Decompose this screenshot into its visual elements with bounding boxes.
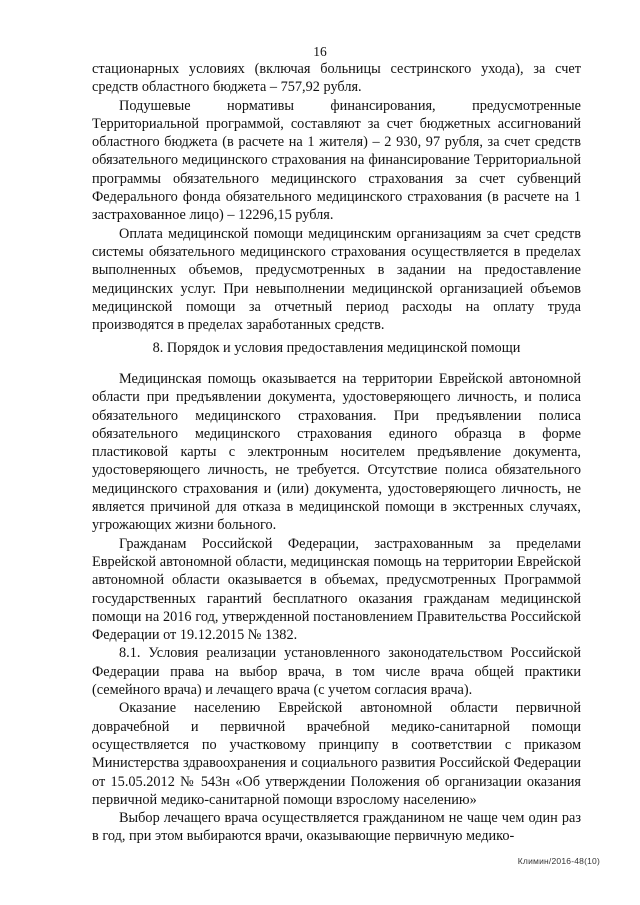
- paragraph: Подушевые нормативы финансирования, предусмотренные Территориальной программой, составляют за счет бюджетных ассигнований областного бюджета (в расчете на 1 жителя) – 2 930, 97 рубля, за счет средств обязательного медицинского страхования на финансирование Территориальной программы обязательного медицинского страхования за счет субвенций Федерального фонда обязательного медицинского страхования (в расчете на 1 застрахованное лицо) – 12296,15 рубля.: [92, 97, 581, 224]
- paragraph: 8.1. Условия реализации установленного законодательством Российской Федерации права на выбор врача, в том числе врача общей практики (семейного врача) и лечащего врача (с учетом согласия врача).: [92, 645, 581, 699]
- page-number: 16: [313, 44, 327, 59]
- body-text-bottom: [92, 370, 581, 846]
- body-text-top: [92, 60, 581, 334]
- paragraph: Оплата медицинской помощи медицинским организациям за счет средств системы обязательного медицинского страхования осуществляется в пределах выполненных объемов, предусмотренных в задании на предоставление медицинских услуг. При невыполнении медицинской организацией объемов медицинской помощи за отчетный период расходы на оплату труда производятся в пределах заработанных средств.: [92, 225, 581, 334]
- paragraph: Оказание населению Еврейской автономной области первичной доврачебной и первичной врачебной медико-санитарной помощи осуществляется по участковому принципу в соответствии с приказом Министерства здравоохранения и социального развития Российской Федерации от 15.05.2012 № 543н «Об утверждении Положения об организации оказания первичной медико-санитарной помощи взрослому населению»: [92, 700, 581, 808]
- paragraph: Гражданам Российской Федерации, застрахованным за пределами Еврейской автономной области, медицинская помощь на территории Еврейской автономной области оказывается в объемах, предусмотренных Программой государственных гарантий бесплатного оказания гражданам медицинской помощи на 2016 год, утвержденной постановлением Правительства Российской Федерации от 19.12.2015 № 1382.: [92, 535, 581, 644]
- paragraph: Медицинская помощь оказывается на территории Еврейской автономной области при предъявлении документа, удостоверяющего личность, и полиса обязательного медицинского страхования. При предъявлении полиса обязательного медицинского страхования единого образца в форме пластиковой карты с электронным носителем предъявление документа, удостоверяющего личность, не требуется. Отсутствие полиса обязательного медицинского страхования и (или) документа, удостоверяющего личность, не является причиной для отказа в медицинской помощи в экстренных случаях, угрожающих жизни больного.: [92, 371, 581, 534]
- document-code: Климин/2016-48(10): [517, 856, 600, 866]
- paragraph: Выбор лечащего врача осуществляется гражданином не чаще чем один раз в год, при этом выбираются врачи, оказывающие первичную медико-: [92, 810, 581, 845]
- paragraph: стационарных условиях (включая больницы сестринского ухода), за счет средств областного бюджета – 757,92 рубля.: [92, 61, 581, 96]
- section-heading: 8. Порядок и условия предоставления медицинской помощи: [152, 340, 521, 356]
